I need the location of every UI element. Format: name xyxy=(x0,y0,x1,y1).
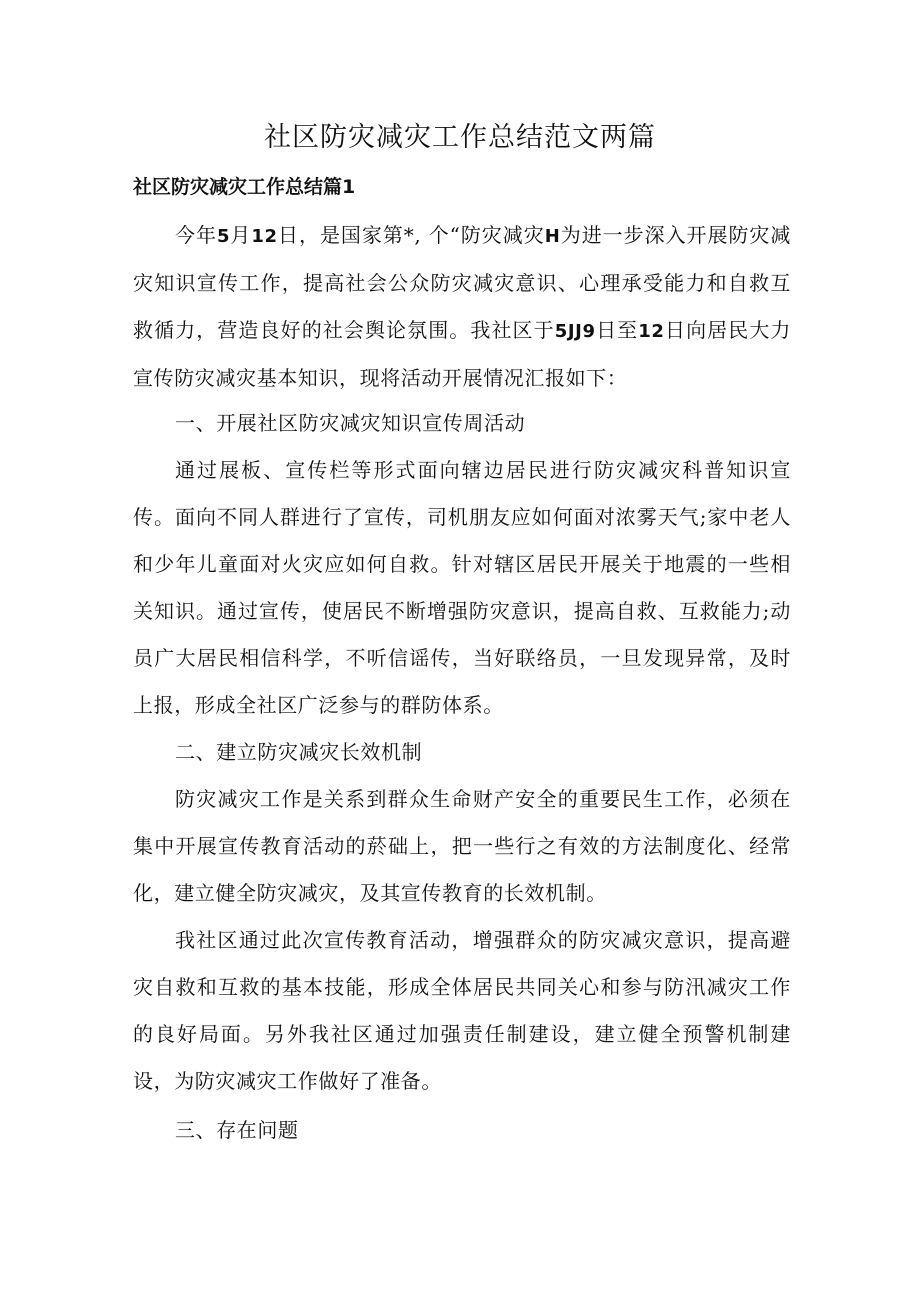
intro-text-4: 为进一步深入开展防灾减灾知识宣传工作，提高社会公众防灾减灾意识、心理承受能力和自救互救循力，营造良好的社会舆论氛围。我社区于 xyxy=(133,223,791,342)
intro-text-2: 月 xyxy=(230,223,252,247)
paragraph-three: 我社区通过此次宣传教育活动，增强群众的防灾减灾意识，提高避灾自救和互救的基本技能，形成全体居民共同关心和参与防汛减灾工作的良好局面。另外我社区通过加强责任制建设，建立健全预警机制建设，为防灾减灾工作做好了准备。 xyxy=(133,928,791,1093)
intro-text-1: 今年 xyxy=(175,223,217,247)
heading-one: 一、开展社区防灾减灾知识宣传周活动 xyxy=(175,411,526,435)
paragraph-two: 防灾减灾工作是关系到群众生命财产安全的重要民生工作，必须在集中开展宣传教育活动的菸础上，把一些行之有效的方法制度化、经常化，建立健全防灾减灾，及其宣传教育的长效机制。 xyxy=(133,787,791,905)
heading-two: 二、建立防灾减灾长效机制 xyxy=(175,740,423,764)
intro-end-date: 12 xyxy=(638,321,665,342)
intro-text-5: 日至 xyxy=(595,318,639,342)
paragraph-one: 通过展板、宣传栏等形式面向辖边居民进行防灾减灾科普知识宣传。面向不同人群进行了宣传，司机朋友应如何面对浓雾天气;家中老人和少年儿童面对火灾应如何自救。针对辖区居民开展关于地震的一些相关知识。通过宣传，使居民不断增强防灾意识，提高自救、互救能力;动员广大居民相信科学，不听信谣传，当好联络员，一旦发现异常，及时上报，形成全社区广泛参与的群防体系。 xyxy=(133,458,791,717)
intro-h-mark: H xyxy=(544,226,561,247)
intro-day: 12 xyxy=(251,226,278,247)
intro-start-date: 5JJ9 xyxy=(554,321,596,342)
intro-text-3: 日，是国家第*, 个“防灾减灾 xyxy=(277,223,545,247)
section-heading: 社区防灾减灾工作总结篇1 xyxy=(133,176,356,198)
intro-text-6: 日向居民大力宣传防灾减灾基本知识，现将活动开展情况汇报如下： xyxy=(133,318,792,390)
document-title: 社区防灾减灾工作总结范文两篇 xyxy=(264,122,656,153)
intro-month: 5 xyxy=(216,226,231,247)
heading-three: 三、存在问题 xyxy=(175,1118,299,1142)
intro-paragraph xyxy=(133,212,791,402)
